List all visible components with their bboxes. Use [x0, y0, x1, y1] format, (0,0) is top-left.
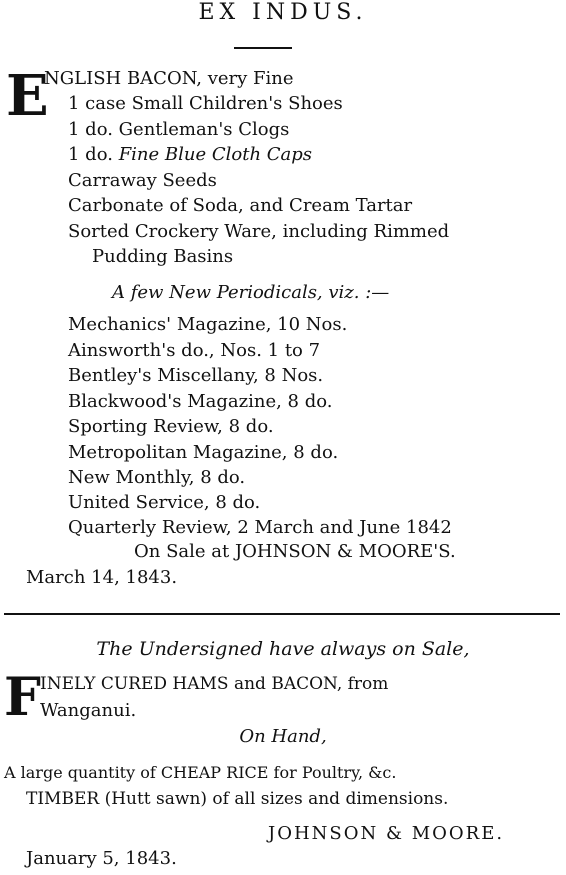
list-item: 1 do. Gentleman's Clogs	[68, 119, 290, 140]
list-item-continuation: Pudding Basins	[92, 246, 234, 267]
list-item: 1 case Small Children's Shoes	[68, 93, 343, 114]
list-item: Carbonate of Soda, and Cream Tartar	[68, 195, 413, 216]
list-item: Carraway Seeds	[68, 170, 217, 191]
rice-line: A large quantity of CHEAP RICE for Poultry, &c.	[4, 763, 397, 782]
advert-heading: The Undersigned have always on Sale,	[96, 638, 470, 660]
heading-rule	[234, 47, 292, 49]
advert-date: January 5, 1843.	[26, 848, 177, 869]
advert-heading: EX INDUS.	[198, 0, 368, 25]
periodical-item: Mechanics' Magazine, 10 Nos.	[68, 314, 348, 335]
first-line: INELY CURED HAMS and BACON, from	[40, 674, 389, 694]
periodical-item: Ainsworth's do., Nos. 1 to 7	[68, 340, 321, 361]
first-line: NGLISH BACON, very Fine	[44, 68, 294, 89]
list-item: Wanganui.	[40, 700, 137, 721]
periodical-item: Blackwood's Magazine, 8 do.	[68, 391, 333, 412]
list-item: Sorted Crockery Ware, including Rimmed	[68, 221, 450, 242]
list-item-caps	[68, 146, 312, 164]
timber-line: TIMBER (Hutt sawn) of all sizes and dimensions.	[26, 789, 449, 809]
periodicals-heading: A few New Periodicals, viz. :—	[112, 282, 390, 303]
periodical-item: New Monthly, 8 do.	[68, 467, 246, 488]
periodical-item: United Service, 8 do.	[68, 492, 261, 513]
on-sale-line: On Sale at JOHNSON & MOORE'S.	[134, 541, 456, 562]
on-hand-heading: On Hand,	[239, 726, 327, 747]
caps-prefix: 1 do.	[68, 144, 113, 165]
periodical-item: Sporting Review, 8 do.	[68, 416, 274, 437]
caps-italic: Fine Blue Cloth Caps	[118, 144, 313, 165]
drop-cap-f: F	[4, 667, 41, 728]
signature: JOHNSON & MOORE.	[268, 823, 505, 844]
periodical-item: Metropolitan Magazine, 8 do.	[68, 442, 339, 463]
periodical-item: Bentley's Miscellany, 8 Nos.	[68, 365, 324, 386]
section-divider	[4, 613, 560, 615]
advert-date: March 14, 1843.	[26, 567, 178, 588]
periodical-item: Quarterly Review, 2 March and June 1842	[68, 517, 452, 538]
drop-cap-e: E	[6, 63, 49, 129]
